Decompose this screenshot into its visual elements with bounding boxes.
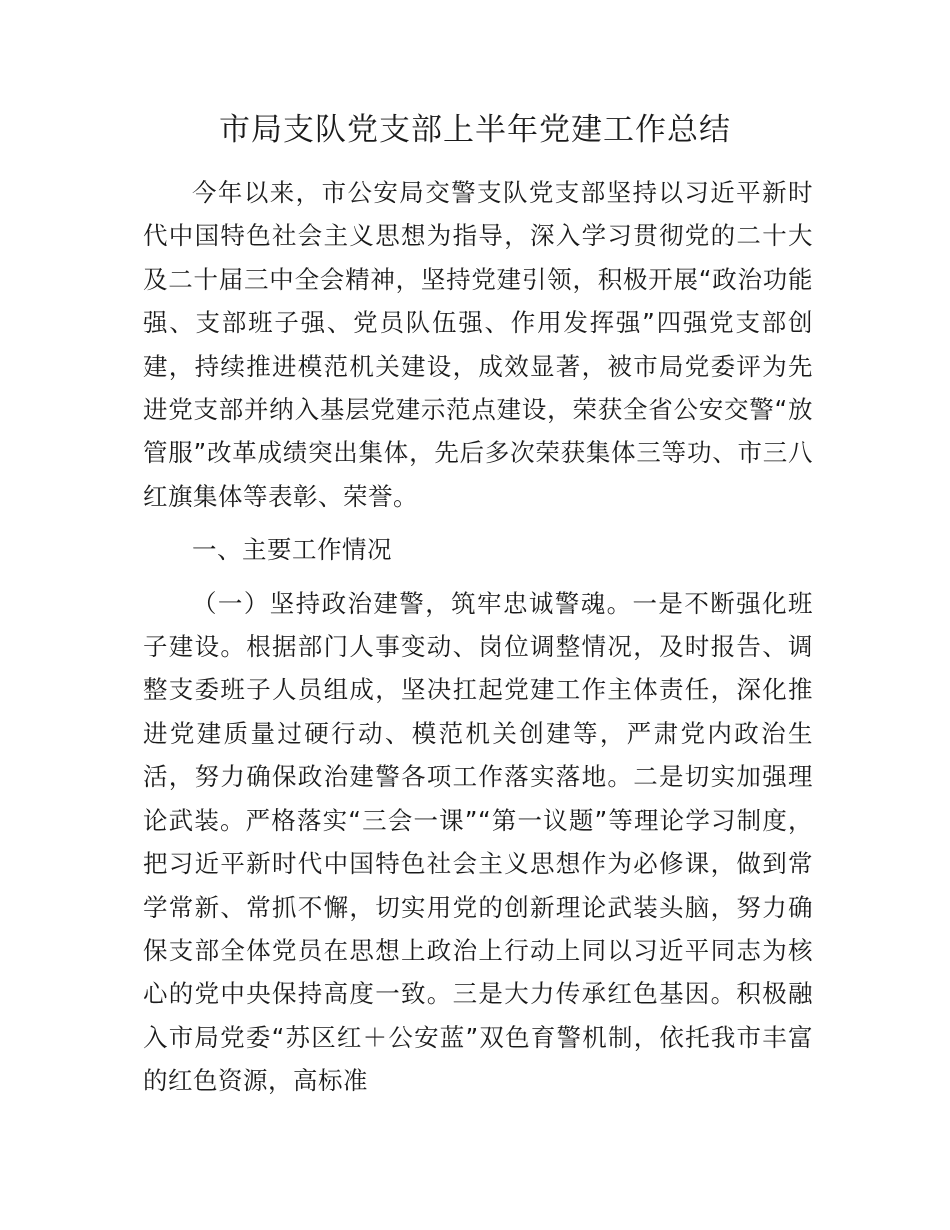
section-paragraph-political: （一）坚持政治建警，筑牢忠诚警魂。一是不断强化班子建设。根据部门人事变动、岗位调整情况，及时报告、调整支委班子人员组成，坚决扛起党建工作主体责任，深化推进党建质量过硬行动、模范机关创建等，严肃党内政治生活，努力确保政治建警各项工作落实落地。二是切实加强理论武装。严格落实“三会一课”“第一议题”等理论学习制度，把习近平新时代中国特色社会主义思想作为必修课，做到常学常新、常抓不懈，切实用党的创新理论武装头脑，努力确保支部全体党员在思想上政治上行动上同以习近平同志为核心的党中央保持高度一致。三是大力传承红色基因。积极融入市局党委“苏区红＋公安蓝”双色育警机制，依托我市丰富的红色资源，高标准 xyxy=(143,588,813,1096)
section-heading-main-work: 一、主要工作情况 xyxy=(192,535,392,565)
document-body xyxy=(143,171,813,1103)
document-title: 市局支队党支部上半年党建工作总结 xyxy=(219,112,731,148)
intro-paragraph: 今年以来，市公安局交警支队党支部坚持以习近平新时代中国特色社会主义思想为指导，深入学习贯彻党的二十大及二十届三中全会精神，坚持党建引领，积极开展“政治功能强、支部班子强、党员队伍强、作用发挥强”四强党支部创建，持续推进模范机关建设，成效显著，被市局党委评为先进党支部并纳入基层党建示范点建设，荣获全省公安交警“放管服”改革成绩突出集体，先后多次荣获集体三等功、市三八红旗集体等表彰、荣誉。 xyxy=(143,178,813,511)
